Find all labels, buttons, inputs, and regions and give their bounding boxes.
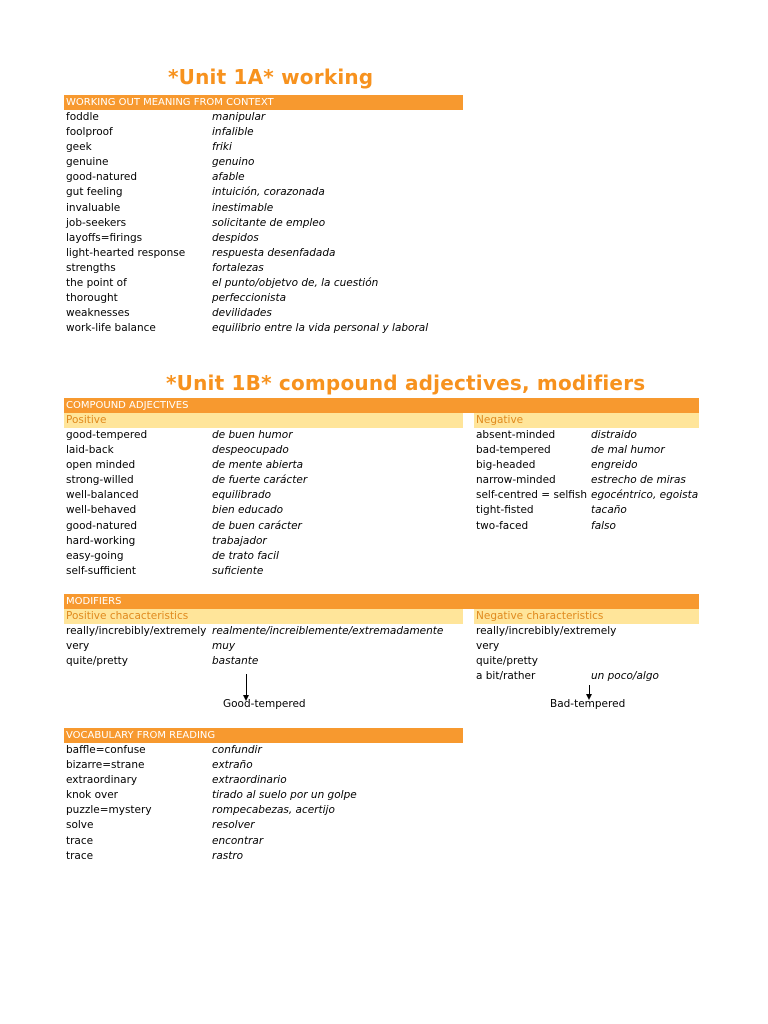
translation: de buen carácter [212, 519, 302, 532]
term: a bit/rather [476, 670, 536, 683]
translation: genuino [212, 156, 255, 169]
term: weaknesses [66, 307, 130, 320]
term: trace [66, 849, 94, 862]
negative-example-note: Bad-tempered [550, 698, 626, 710]
section-header-working-out-meaning: WORKING OUT MEANING FROM CONTEXT [64, 95, 463, 110]
translation: tirado al suelo por un golpe [212, 789, 357, 802]
translation: equilibrio entre la vida personal y laboral [212, 322, 429, 335]
term: easy-going [66, 549, 124, 562]
term: really/increbibly/extremely [66, 625, 207, 637]
translation: realmente/increiblemente/extremadamente [212, 625, 444, 637]
term: extraordinary [66, 774, 138, 787]
term: quite/pretty [476, 655, 539, 668]
positive-characteristics-subheader: Positive chacacteristics [64, 609, 463, 624]
term: baffle=confuse [66, 744, 146, 756]
translation: de fuerte carácter [212, 474, 308, 487]
translation: rastro [212, 849, 244, 862]
translation: egocéntrico, egoista [591, 489, 699, 502]
translation: falso [591, 519, 616, 532]
translation: de mal humor [591, 444, 665, 457]
term: well-balanced [66, 489, 139, 502]
term: bizarre=strane [66, 759, 145, 772]
negative-subheader: Negative [474, 413, 699, 428]
positive-subheader: Positive [64, 413, 463, 428]
translation: fortalezas [212, 261, 264, 274]
term: layoffs=firings [66, 231, 143, 244]
translation: solicitante de empleo [212, 216, 326, 229]
term: invaluable [66, 201, 121, 214]
term: two-faced [476, 519, 529, 532]
translation: despeocupado [212, 444, 289, 457]
term: laid-back [66, 444, 114, 457]
translation: inestimable [212, 201, 274, 214]
translation: encontrar [212, 834, 264, 847]
translation: devilidades [212, 307, 272, 320]
unit-1a-title: *Unit 1A* working [168, 65, 374, 89]
term: foolproof [66, 126, 113, 139]
translation: manipular [212, 111, 266, 123]
translation: bastante [212, 655, 259, 668]
arrow-down-icon [246, 674, 247, 696]
translation: de buen humor [212, 429, 293, 441]
translation: despidos [212, 231, 259, 244]
term: knok over [66, 789, 118, 802]
negative-characteristics-subheader: Negative characteristics [474, 609, 699, 624]
term: narrow-minded [476, 474, 556, 487]
term: strengths [66, 261, 116, 274]
term: very [66, 640, 90, 653]
translation: extraño [212, 759, 253, 772]
term: genuine [66, 156, 109, 169]
translation: el punto/objetvo de, la cuestión [212, 277, 379, 290]
translation: estrecho de miras [591, 474, 686, 487]
term: self-centred = selfish [476, 489, 588, 502]
term: well-behaved [66, 504, 137, 517]
term: hard-working [66, 534, 136, 547]
term: foddle [66, 111, 99, 123]
translation: engreido [591, 459, 638, 472]
section-header-vocabulary-from-reading: VOCABULARY FROM READING [64, 728, 463, 743]
term: trace [66, 834, 94, 847]
section-header-compound-adjectives: COMPOUND ADJECTIVES [64, 398, 699, 413]
translation: respuesta desenfadada [212, 246, 336, 259]
term: the point of [66, 277, 127, 290]
term: solve [66, 819, 94, 832]
translation: tacaño [591, 504, 627, 517]
term: really/increbibly/extremely [476, 625, 617, 637]
term: strong-willed [66, 474, 134, 487]
term: bad-tempered [476, 444, 551, 457]
term: puzzle=mystery [66, 804, 152, 817]
translation: resolver [212, 819, 255, 832]
translation: intuición, corazonada [212, 186, 325, 199]
translation: afable [212, 171, 245, 184]
translation: extraordinario [212, 774, 287, 787]
term: gut feeling [66, 186, 123, 199]
translation: de trato facil [212, 549, 279, 562]
term: geek [66, 141, 92, 154]
translation: rompecabezas, acertijo [212, 804, 335, 817]
translation: muy [212, 640, 236, 653]
translation: de mente abierta [212, 459, 304, 472]
term: quite/pretty [66, 655, 129, 668]
translation: trabajador [212, 534, 267, 547]
translation: un poco/algo [591, 670, 659, 683]
term: open minded [66, 459, 136, 472]
section-header-modifiers: MODIFIERS [64, 594, 699, 609]
term: thorought [66, 292, 118, 305]
unit-1b-title: *Unit 1B* compound adjectives, modifiers [166, 371, 646, 395]
term: light-hearted response [66, 246, 186, 259]
term: big-headed [476, 459, 536, 472]
translation: distraido [591, 429, 637, 441]
translation: suficiente [212, 564, 264, 577]
positive-example-note: Good-tempered [223, 698, 306, 710]
translation: confundir [212, 744, 262, 756]
translation: bien educado [212, 504, 284, 517]
translation: equilibrado [212, 489, 272, 502]
term: good-natured [66, 171, 138, 184]
term: tight-fisted [476, 504, 534, 517]
term: absent-minded [476, 429, 556, 441]
translation: friki [212, 141, 232, 154]
translation: infalible [212, 126, 254, 139]
term: good-natured [66, 519, 138, 532]
term: very [476, 640, 500, 653]
term: good-tempered [66, 429, 148, 441]
term: work-life balance [66, 322, 156, 335]
translation: perfeccionista [212, 292, 287, 305]
term: self-sufficient [66, 564, 136, 577]
term: job-seekers [66, 216, 127, 229]
